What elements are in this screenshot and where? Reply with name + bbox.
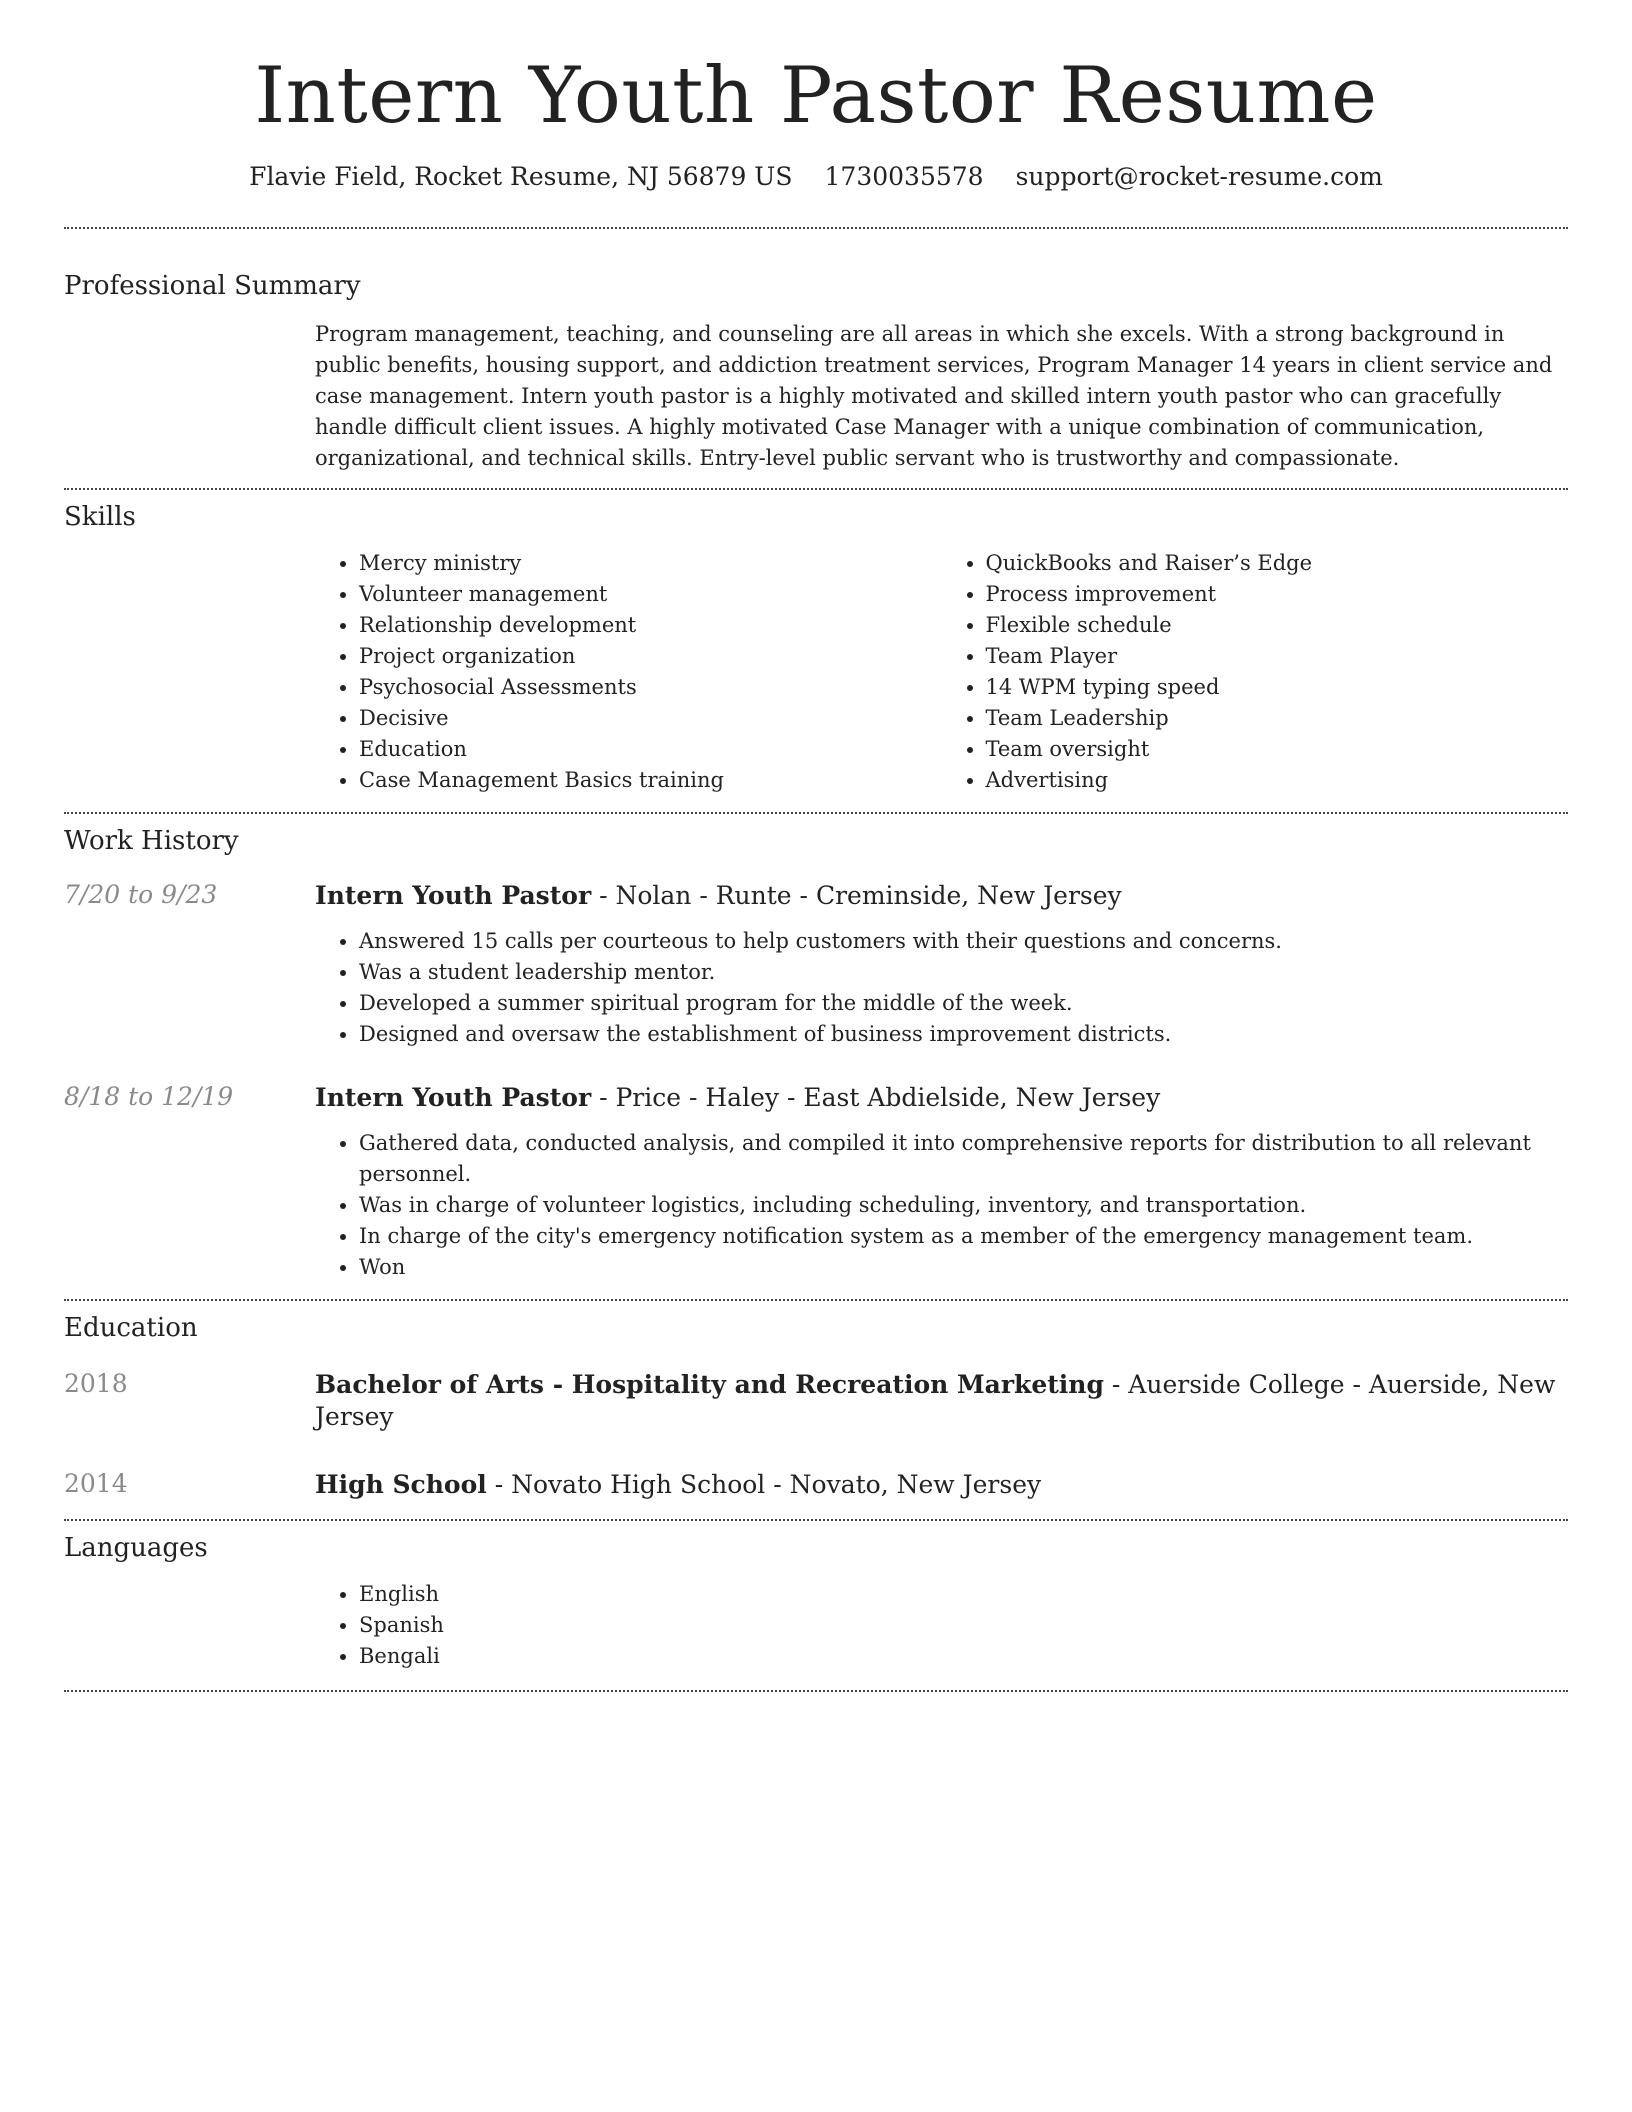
skill-item: • Relationship development	[359, 610, 942, 641]
education-heading: Education	[64, 1312, 198, 1343]
skill-item: • Case Management Basics training	[359, 765, 942, 796]
page-title: Intern Youth Pastor Resume	[254, 51, 1378, 141]
skill-item: • Decisive	[359, 703, 942, 734]
skill-item: • Team Leadership	[986, 703, 1569, 734]
job-role: Intern Youth Pastor	[315, 880, 592, 910]
language-item: • Spanish	[359, 1610, 1568, 1641]
job-dates: 8/18 to 12/19	[64, 1081, 234, 1111]
languages-heading: Languages	[64, 1532, 208, 1563]
job-entry	[64, 880, 1568, 1050]
languages-section	[64, 1521, 1568, 1672]
contact-line	[64, 162, 1568, 191]
job-bullet: • Developed a summer spiritual program for the middle of the week.	[359, 988, 1568, 1019]
job-bullet: • Was a student leadership mentor.	[359, 957, 1568, 988]
divider	[64, 1690, 1568, 1692]
job-bullets	[315, 1128, 1568, 1283]
education-school: - Novato High School - Novato, New Jersey	[486, 1469, 1042, 1499]
skill-item: • Project organization	[359, 641, 942, 672]
education-school: - Auerside College - Auerside, New Jersey	[315, 1369, 1556, 1431]
education-entry	[64, 1469, 1568, 1501]
skill-item: • Team Player	[986, 641, 1569, 672]
job-bullet: • Gathered data, conducted analysis, and compiled it into comprehensive reports for distribution to all relevant personnel.	[359, 1128, 1568, 1190]
work-section	[64, 814, 1568, 1283]
job-entry	[64, 1082, 1568, 1283]
language-item: • Bengali	[359, 1641, 1568, 1672]
language-item: • English	[359, 1579, 1568, 1610]
job-bullet: • Answered 15 calls per courteous to help customers with their questions and concerns.	[359, 926, 1568, 957]
languages-list	[315, 1579, 1568, 1672]
job-header	[315, 880, 1568, 912]
skill-item: • Advertising	[986, 765, 1569, 796]
skill-item: • Mercy ministry	[359, 548, 942, 579]
skill-item: • QuickBooks and Raiser’s Edge	[986, 548, 1569, 579]
summary-section	[64, 229, 1568, 474]
job-header	[315, 1082, 1568, 1114]
skill-item: • 14 WPM typing speed	[986, 672, 1569, 703]
skill-item: • Volunteer management	[359, 579, 942, 610]
contact-address: Flavie Field, Rocket Resume, NJ 56879 US	[249, 161, 793, 191]
contact-phone: 1730035578	[824, 161, 984, 191]
job-bullet: • Designed and oversaw the establishment of business improvement districts.	[359, 1019, 1568, 1050]
skills-heading: Skills	[64, 501, 136, 532]
skills-section	[64, 490, 1568, 796]
job-bullets	[315, 926, 1568, 1050]
job-bullet: • Won	[359, 1252, 1568, 1283]
education-year: 2014	[64, 1468, 128, 1498]
job-role: Intern Youth Pastor	[315, 1082, 592, 1112]
education-degree: High School	[315, 1469, 487, 1499]
job-employer: - Nolan - Runte - Creminside, New Jersey	[591, 880, 1122, 910]
skill-item: • Education	[359, 734, 942, 765]
contact-email: support@rocket-resume.com	[1015, 161, 1383, 191]
job-employer: - Price - Haley - East Abdielside, New Jersey	[591, 1082, 1161, 1112]
skill-item: • Process improvement	[986, 579, 1569, 610]
summary-heading: Professional Summary	[64, 270, 361, 301]
job-bullet: • Was in charge of volunteer logistics, including scheduling, inventory, and transportation.	[359, 1190, 1568, 1221]
education-entry	[64, 1369, 1568, 1433]
education-year: 2018	[64, 1368, 128, 1398]
education-degree: Bachelor of Arts - Hospitality and Recreation Marketing	[315, 1369, 1104, 1399]
summary-text: Program management, teaching, and counseling are all areas in which she excels. With a strong background in public benefits, housing support, and addiction treatment services, Program Manager 14 years in client service and case management. Intern youth pastor is a highly motivated and skilled intern youth pastor who can gracefully handle difficult client issues. A highly motivated Case Manager with a unique combination of communication, organizational, and technical skills. Entry-level public servant who is trustworthy and compassionate.	[315, 321, 1553, 470]
education-section	[64, 1301, 1568, 1501]
skill-item: • Psychosocial Assessments	[359, 672, 942, 703]
skill-item: • Team oversight	[986, 734, 1569, 765]
job-bullet: • In charge of the city's emergency notification system as a member of the emergency management team.	[359, 1221, 1568, 1252]
work-heading: Work History	[64, 825, 239, 856]
skills-list-left	[315, 548, 942, 796]
skills-list-right	[942, 548, 1569, 796]
job-dates: 7/20 to 9/23	[64, 879, 218, 909]
skill-item: • Flexible schedule	[986, 610, 1569, 641]
